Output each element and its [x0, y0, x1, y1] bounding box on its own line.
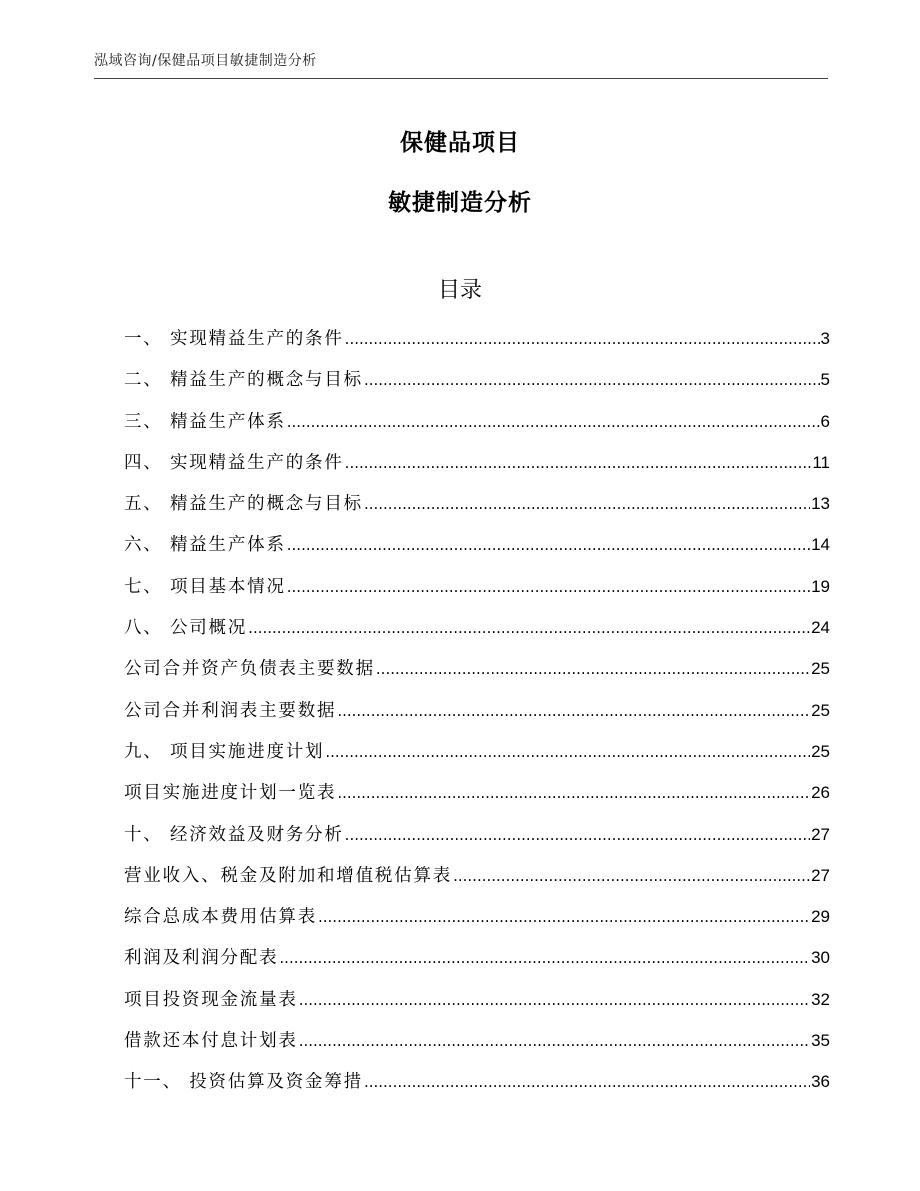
toc-entry[interactable] — [124, 821, 830, 862]
toc-entry-page: 5 — [820, 370, 830, 390]
toc-dot-leader — [364, 371, 820, 389]
toc-entry-page: 32 — [811, 989, 830, 1009]
toc-entry[interactable] — [124, 1027, 830, 1068]
toc-dot-leader — [299, 1032, 810, 1050]
toc-entry[interactable] — [124, 862, 830, 903]
toc-dot-leader — [364, 1073, 810, 1091]
toc-entry[interactable] — [124, 614, 830, 655]
toc-dot-leader — [325, 743, 810, 761]
toc-dot-leader — [453, 867, 810, 885]
toc-dot-leader — [364, 495, 810, 513]
toc-entry-page: 35 — [811, 1031, 830, 1051]
toc-entry[interactable] — [124, 1068, 830, 1109]
toc-entry[interactable] — [124, 779, 830, 820]
toc-entry-page: 30 — [811, 948, 830, 968]
toc-entry-label: 营业收入、税金及附加和增值税估算表 — [124, 865, 453, 886]
toc-entry-page: 11 — [812, 452, 830, 472]
toc-entry[interactable] — [124, 903, 830, 944]
toc-entry-page: 24 — [811, 618, 830, 638]
toc-entry-page: 6 — [820, 411, 830, 431]
toc-dot-leader — [287, 536, 810, 554]
toc-entry[interactable] — [124, 408, 830, 449]
toc-entry-label: 六、 精益生产体系 — [124, 535, 286, 556]
toc-entry-label: 九、 项目实施进度计划 — [124, 741, 325, 762]
toc-entry[interactable] — [124, 366, 830, 407]
toc-entry-label: 综合总成本费用估算表 — [124, 907, 317, 928]
toc-entry[interactable] — [124, 655, 830, 696]
toc-dot-leader — [345, 454, 812, 472]
toc-entry-page: 25 — [811, 700, 830, 720]
toc-entry-page: 27 — [811, 865, 830, 885]
toc-entry-page: 25 — [811, 659, 830, 679]
page-header: 泓域咨询/保健品项目敏捷制造分析 — [94, 53, 317, 69]
toc-entry-label: 三、 精益生产体系 — [124, 411, 286, 432]
document-title-line-2: 敏捷制造分析 — [388, 190, 532, 216]
toc-entry-page: 19 — [811, 576, 830, 596]
toc-dot-leader — [318, 908, 810, 926]
toc-entry[interactable] — [124, 490, 830, 531]
toc-entry-page: 36 — [811, 1072, 830, 1092]
toc-dot-leader — [248, 619, 810, 637]
toc-entry-page: 29 — [811, 907, 830, 927]
toc-dot-leader — [345, 330, 820, 348]
toc-entry-label: 公司合并利润表主要数据 — [124, 700, 337, 721]
toc-entry-label: 项目实施进度计划一览表 — [124, 783, 337, 804]
toc-entry-label: 二、 精益生产的概念与目标 — [124, 370, 363, 391]
toc-dot-leader — [287, 413, 820, 431]
toc-entry-page: 27 — [811, 824, 830, 844]
toc-entry-label: 公司合并资产负债表主要数据 — [124, 659, 375, 680]
toc-entry[interactable] — [124, 531, 830, 572]
toc-entry-page: 26 — [811, 783, 830, 803]
toc-entry-label: 借款还本付息计划表 — [124, 1031, 298, 1052]
toc-dot-leader — [376, 660, 810, 678]
toc-entry-page: 25 — [811, 741, 830, 761]
toc-entry[interactable] — [124, 449, 830, 490]
document-title-line-1: 保健品项目 — [400, 130, 520, 156]
toc-entry-label: 五、 精益生产的概念与目标 — [124, 494, 363, 515]
toc-entry-label: 八、 公司概况 — [124, 618, 248, 639]
toc-dot-leader — [299, 991, 810, 1009]
toc-dot-leader — [337, 784, 810, 802]
toc-entry-label: 十一、 投资估算及资金筹措 — [124, 1072, 363, 1093]
toc-entry[interactable] — [124, 573, 830, 614]
toc-entry-label: 一、 实现精益生产的条件 — [124, 329, 344, 349]
toc-heading: 目录 — [437, 278, 482, 303]
toc-entry-label: 七、 项目基本情况 — [124, 576, 286, 597]
toc-entry-label: 四、 实现精益生产的条件 — [124, 452, 344, 473]
header-divider — [94, 78, 828, 79]
toc-entry[interactable] — [124, 944, 830, 985]
toc-entry-label: 项目投资现金流量表 — [124, 989, 298, 1010]
toc-entry[interactable] — [124, 697, 830, 738]
toc-dot-leader — [287, 578, 810, 596]
toc-entry[interactable] — [124, 738, 830, 779]
toc-entry-label: 十、 经济效益及财务分析 — [124, 824, 344, 845]
toc-entry[interactable] — [124, 986, 830, 1027]
toc-entry-page: 14 — [811, 535, 830, 555]
toc-entry-label: 利润及利润分配表 — [124, 948, 279, 969]
toc-entry-page: 3 — [820, 329, 830, 348]
table-of-contents — [124, 325, 830, 1110]
toc-dot-leader — [337, 702, 810, 720]
toc-dot-leader — [279, 949, 810, 967]
toc-entry[interactable] — [124, 325, 830, 366]
toc-entry-page: 13 — [811, 494, 830, 514]
toc-dot-leader — [345, 826, 810, 844]
